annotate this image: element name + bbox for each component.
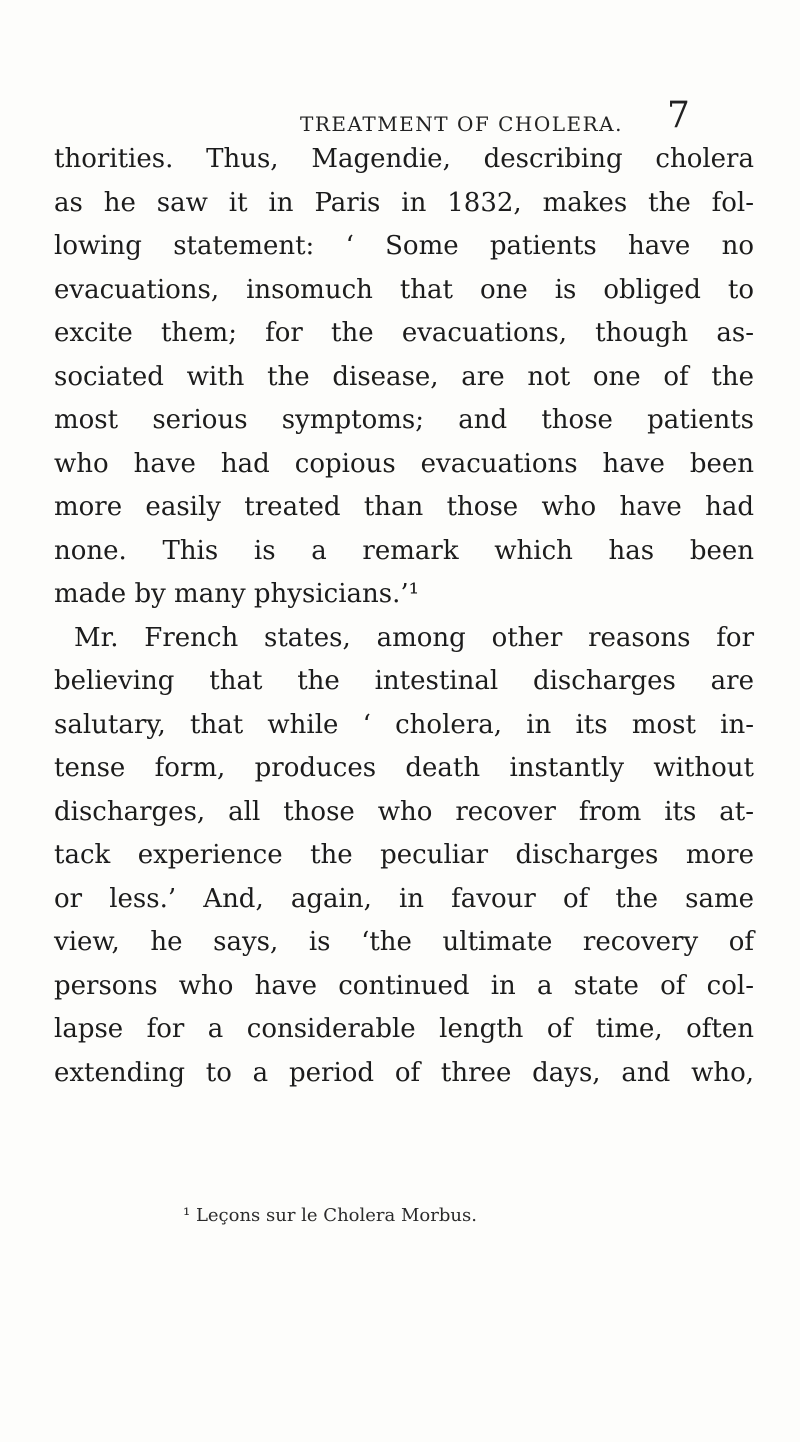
text-line: who have had copious evacuations have been (54, 448, 754, 479)
running-head: TREATMENT OF CHOLERA. (300, 112, 623, 136)
text-line: tense form, produces death instantly without (54, 753, 754, 783)
text-line: discharges, all those who recover from its at- (54, 796, 754, 827)
text-line: Mr. French states, among other reasons for (74, 622, 754, 653)
text-line: believing that the intestinal discharges are (54, 666, 754, 696)
text-line: lowing statement: ‘ Some patients have no (54, 231, 754, 261)
text-line: evacuations, insomuch that one is obliged to (54, 274, 754, 305)
text-line: salutary, that while ‘ cholera, in its most in- (54, 709, 754, 740)
text-line: persons who have continued in a state of col- (54, 970, 754, 1001)
text-line: view, he says, is ‘the ultimate recovery of (54, 927, 754, 957)
text-line: most serious symptoms; and those patients (54, 405, 754, 435)
text-line: thorities. Thus, Magendie, describing cholera (54, 144, 754, 174)
text-line: made by many physicians.’¹ (54, 579, 420, 609)
page-number: 7 (667, 95, 690, 136)
text-line: lapse for a considerable length of time, often (54, 1014, 754, 1044)
text-line: none. This is a remark which has been (54, 535, 754, 566)
text-line: more easily treated than those who have had (54, 492, 754, 522)
text-line: sociated with the disease, are not one of the (54, 361, 754, 392)
footnote: ¹ Leçons sur le Cholera Morbus. (183, 1205, 477, 1226)
text-line: excite them; for the evacuations, though as- (54, 318, 754, 348)
text-line: or less.’ And, again, in favour of the same (54, 883, 754, 914)
text-line: as he saw it in Paris in 1832, makes the fol- (54, 187, 754, 218)
body-text (54, 138, 754, 1095)
text-line: tack experience the peculiar discharges more (54, 840, 754, 870)
text-line: extending to a period of three days, and who, (54, 1057, 754, 1088)
